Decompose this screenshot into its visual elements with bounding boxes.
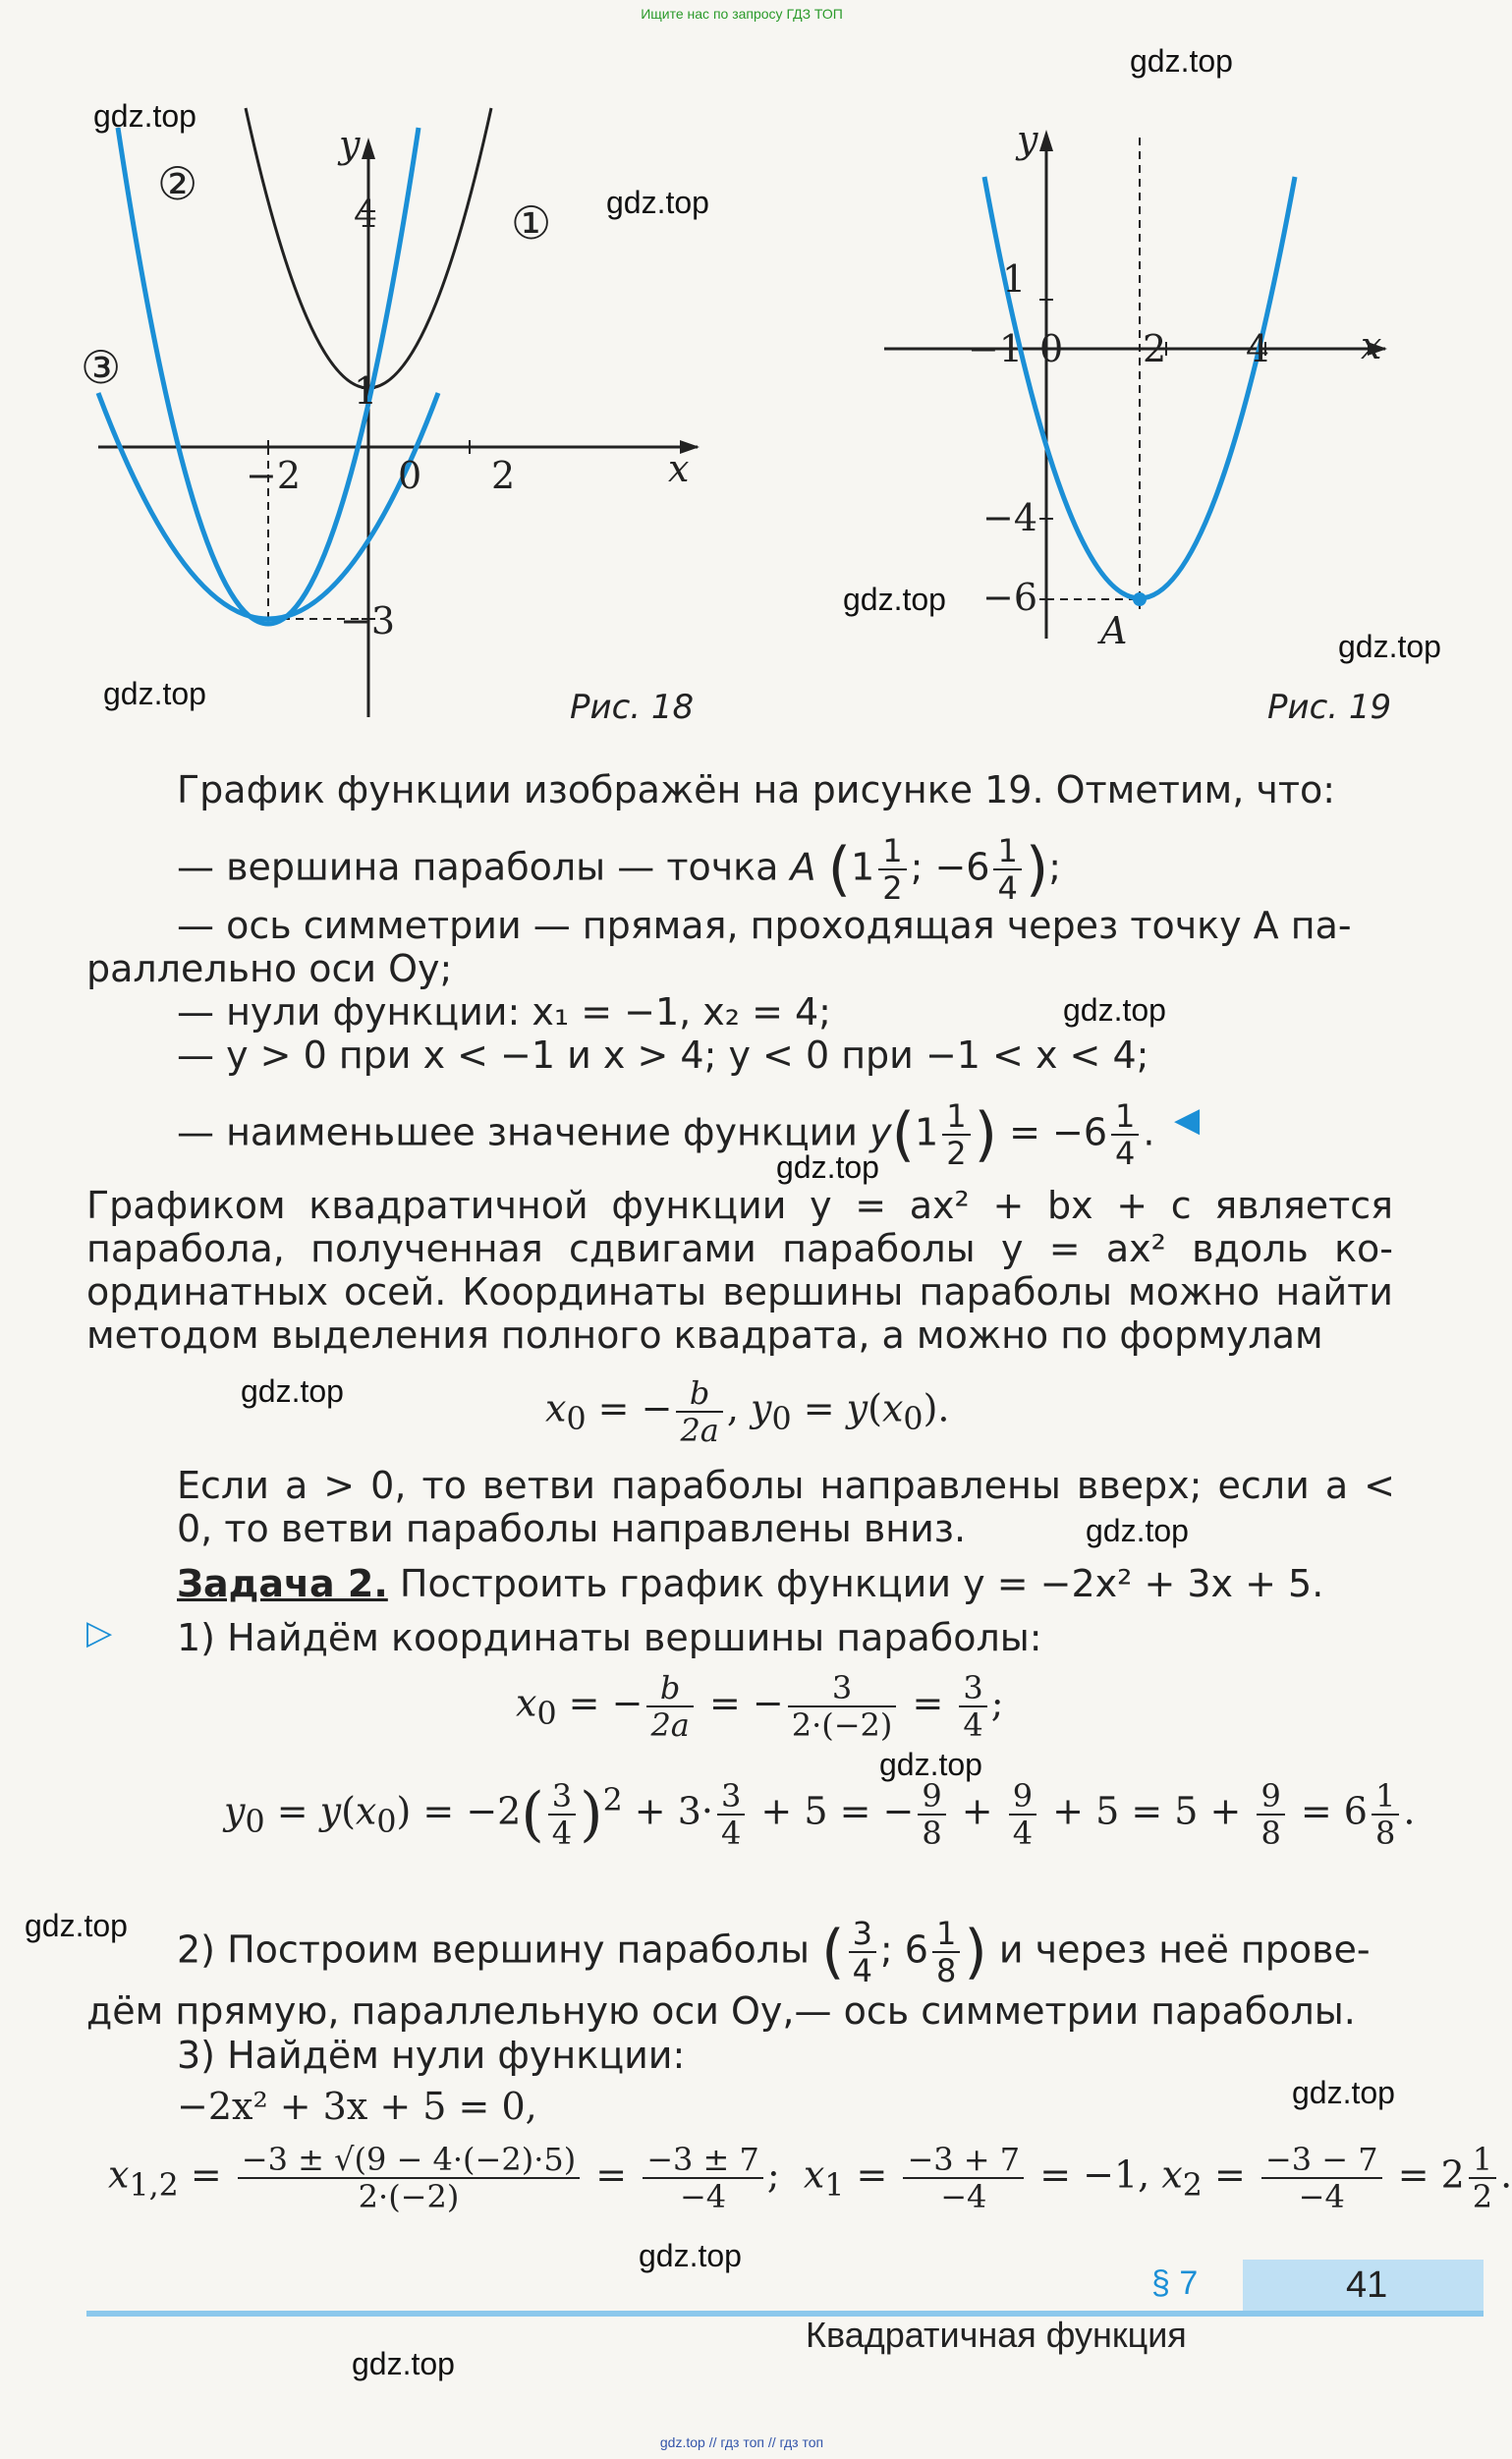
paragraph-definition: Графиком квадратичной функции y = ax² + bx + c является парабола, полученная сдвигами параболы y = ax² вдоль координатных осей. Координаты вершины параболы можно найти методом выделения полного квадрата, а можно по формулам xyxy=(86,1184,1393,1357)
footer-title: Квадратичная функция xyxy=(806,2315,1187,2355)
min-value-text: — наименьшее значение функции xyxy=(177,1110,858,1154)
watermark: gdz.top xyxy=(1292,2075,1395,2110)
fig19-tick: 1 xyxy=(1002,257,1027,301)
fig19-tick: −6 xyxy=(982,576,1038,619)
watermark: gdz.top xyxy=(1086,1513,1189,1548)
solution-end-marker: ◀ xyxy=(1174,1100,1201,1140)
vertex-line: — вершина параболы — точка A (1 $\frac{1}{2}$ ; −6 $\frac{1}{4}$ ); xyxy=(177,832,1062,907)
fig18-curve-label: ① xyxy=(511,196,552,250)
fig18-tick: 1 xyxy=(354,369,378,413)
task-line xyxy=(177,1562,1323,1605)
figure-18 xyxy=(59,118,727,747)
paragraph-branches: Если a > 0, то ветви параболы направлены вверх; если a < 0, то ветви параболы направлены вниз. xyxy=(177,1464,1395,1550)
fig19-tick: −4 xyxy=(982,496,1038,539)
fig18-curve-label: ③ xyxy=(81,341,122,394)
symmetry-line-1: — ось симметрии — прямая, проходящая через точку A па- xyxy=(177,904,1352,947)
task-label: Задача 2. xyxy=(177,1562,388,1605)
fig18-y-label: y xyxy=(339,123,361,166)
watermark: gdz.top xyxy=(1063,992,1166,1028)
watermark: gdz.top xyxy=(93,98,196,134)
y0-calculation: $y_0 = y(x_0) = -2$( $\frac{3}{4}$ )$^2$ + 3· $\frac{3}{4}$ + 5 = − $\frac{9}{8}$ + $\frac{9}{4}$ + 5 = 5 + $\frac{9}{8}$ = 6 $\frac{1}{8}$ . xyxy=(224,1777,1416,1852)
step-3: 3) Найдём нули функции: xyxy=(177,2034,686,2077)
fig18-tick: −2 xyxy=(246,454,302,497)
x0-calculation: $x_0$ = − $\frac{b}{2a}$ = − $\frac{3}{2\cdot(-2)}$ = $\frac{3}{4}$ ; xyxy=(516,1669,1004,1744)
roots-calculation: $x_{1,2}$ = $\frac{-3 \pm √(9 - 4\cdot(-2)\cdot 5)}{2\cdot(-2)}$ = $\frac{-3 \pm 7}{-4}$ ; $x_1$ = $\frac{-3 + 7}{-4}$ = −1, $x_2$ = $\frac{-3 - 7}{-4}$ = 2 $\frac{1}{2}$ . xyxy=(108,2141,1512,2215)
step-2-cont: и через неё прове- xyxy=(998,1928,1371,1972)
section-number: § 7 xyxy=(1151,2264,1199,2302)
fig18-tick: −3 xyxy=(340,599,396,643)
vertex-text: — вершина параболы — точка xyxy=(177,845,779,889)
paragraph-intro: График функции изображён на рисунке 19. Отметим, что: xyxy=(177,768,1336,811)
watermark: gdz.top xyxy=(776,1149,879,1185)
step-1: 1) Найдём координаты вершины параболы: xyxy=(177,1616,1042,1659)
figure-19 xyxy=(874,118,1425,668)
watermark: gdz.top xyxy=(606,185,709,220)
fig19-point-label: A xyxy=(1100,609,1128,652)
fig18-tick: 0 xyxy=(398,454,422,497)
footer-divider xyxy=(86,2311,1484,2317)
page-number: 41 xyxy=(1346,2264,1388,2306)
step-2-line-2: дём прямую, параллельную оси Oy,— ось симметрии параболы. xyxy=(86,1989,1356,2033)
watermark: gdz.top xyxy=(879,1747,982,1782)
vertex-formula: $x_0$ = − $\frac{b}{2a}$ , $y_0 = y(x_0)$. xyxy=(545,1374,950,1449)
watermark: gdz.top xyxy=(843,582,946,617)
watermark: gdz.top xyxy=(639,2238,742,2273)
solution-start-marker: ▷ xyxy=(86,1613,113,1652)
fig19-tick: 4 xyxy=(1246,327,1270,370)
step-2-text: 2) Построим вершину параболы xyxy=(177,1928,811,1972)
fig18-x-label: x xyxy=(668,447,690,490)
bottom-banner: gdz.top // гдз топ // гдз топ xyxy=(659,2434,824,2450)
fig19-tick: 0 xyxy=(1039,327,1064,370)
min-value-line: — наименьшее значение функции y(1 $\frac{1}{2}$ ) = −6 $\frac{1}{4}$ . xyxy=(177,1097,1155,1172)
zeros-line: — нули функции: x₁ = −1, x₂ = 4; xyxy=(177,990,831,1034)
watermark: gdz.top xyxy=(241,1373,344,1409)
fig18-tick: 2 xyxy=(491,454,516,497)
fig19-caption: Рис. 19 xyxy=(1267,688,1392,727)
quadratic-equation: −2x² + 3x + 5 = 0, xyxy=(177,2085,537,2128)
top-banner: Ищите нас по запросу ГДЗ ТОП xyxy=(641,6,843,22)
watermark: gdz.top xyxy=(1130,43,1233,79)
watermark: gdz.top xyxy=(103,676,206,711)
fig18-tick: 4 xyxy=(354,193,378,236)
task-text: Построить график функции y = −2x² + 3x + 5. xyxy=(399,1562,1324,1605)
watermark: gdz.top xyxy=(25,1908,128,1943)
step-2-line: 2) Построим вершину параболы ( $\frac{3}{4}$ ; 6 $\frac{1}{8}$ ) и через неё прове- xyxy=(177,1915,1371,1989)
watermark: gdz.top xyxy=(352,2346,455,2381)
vertex-point: A xyxy=(790,845,816,889)
fig19-x-label: x xyxy=(1361,324,1382,367)
fig18-curve-label: ② xyxy=(157,157,198,210)
fig19-y-label: y xyxy=(1017,118,1038,161)
symmetry-line-2: раллельно оси Oy; xyxy=(86,947,453,990)
watermark: gdz.top xyxy=(1338,629,1441,664)
fig19-tick: −1 xyxy=(968,327,1024,370)
signs-line: — y > 0 при x < −1 и x > 4; y < 0 при −1 < x < 4; xyxy=(177,1034,1149,1077)
fig18-caption: Рис. 18 xyxy=(570,688,695,727)
fig19-tick: 2 xyxy=(1143,327,1167,370)
